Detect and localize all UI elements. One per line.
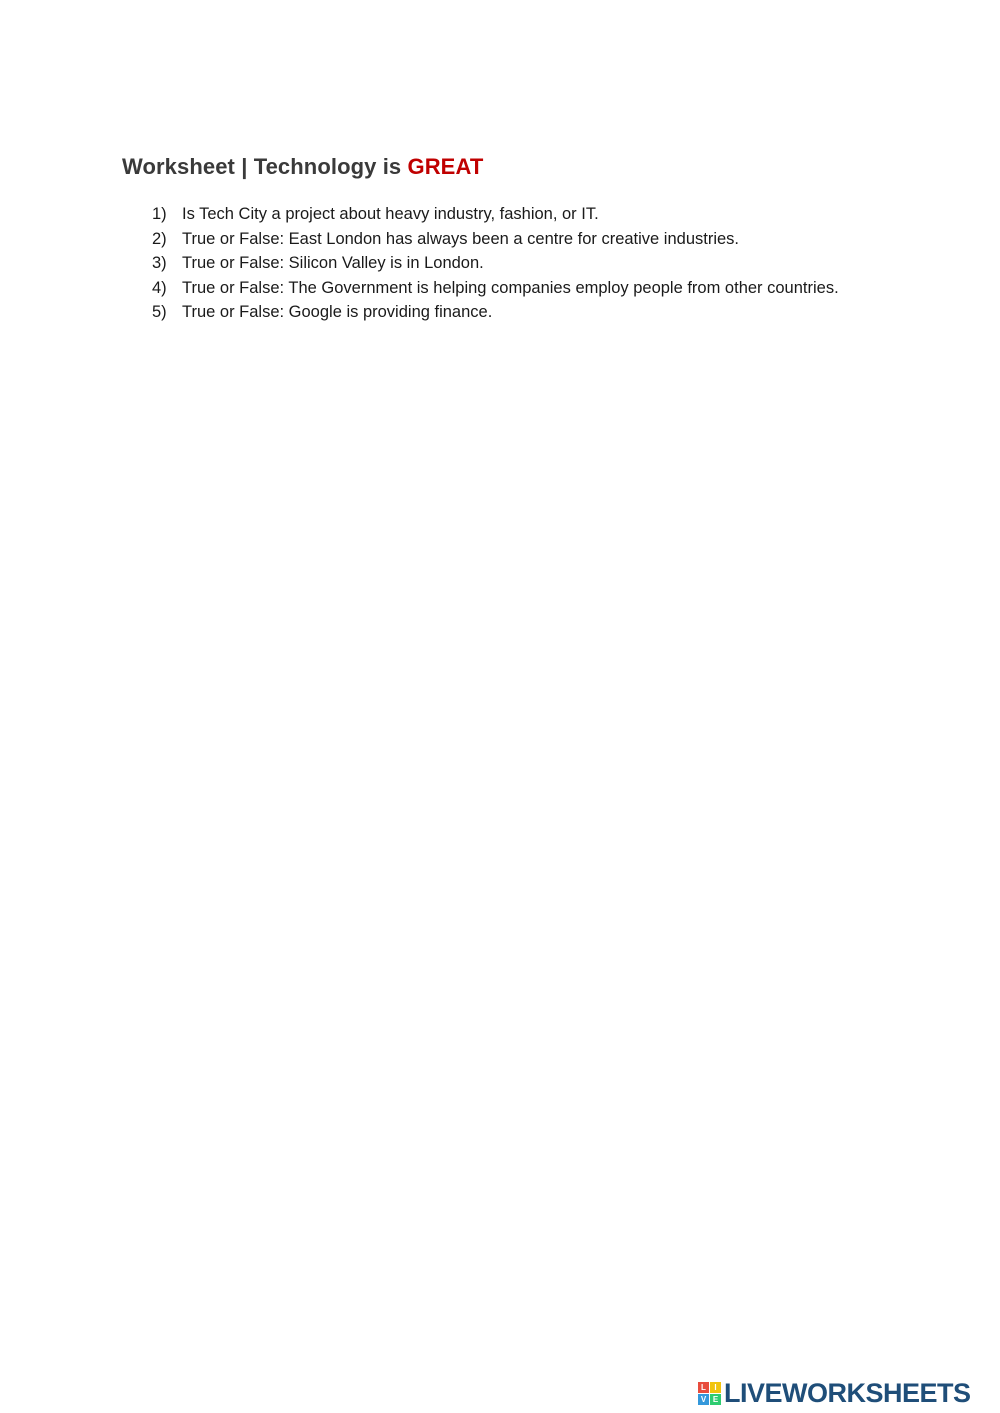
question-item (152, 202, 852, 227)
question-number: 1) (152, 205, 167, 223)
logo-icon-tile: I (710, 1382, 721, 1393)
question-number: 2) (152, 229, 167, 248)
question-item (152, 276, 852, 301)
question-text: True or False: East London has always been a centre for creative industries. (182, 229, 740, 248)
question-item (152, 251, 852, 276)
title-accent: GREAT (407, 154, 484, 179)
title-prefix: Worksheet (122, 154, 235, 179)
question-list (152, 202, 852, 325)
liveworksheets-logo[interactable] (698, 1378, 971, 1408)
question-text: Is Tech City a project about heavy industry, fashion, or IT. (182, 205, 599, 223)
question-number: 4) (152, 278, 167, 297)
question-number: 5) (152, 303, 167, 321)
title-middle: Technology is (253, 154, 402, 179)
logo-icon-tile: E (710, 1394, 721, 1405)
worksheet-title (122, 154, 483, 180)
title-separator: | (241, 154, 248, 179)
question-text: True or False: Google is providing finance. (182, 303, 493, 321)
logo-icon-tile: V (698, 1394, 709, 1405)
logo-icon-tile: L (698, 1382, 709, 1393)
question-number: 3) (152, 254, 167, 272)
logo-icon (698, 1382, 721, 1405)
question-text: True or False: The Government is helping companies employ people from other countries. (182, 278, 839, 297)
question-item (152, 300, 852, 325)
logo-text: LIVEWORKSHEETS (724, 1377, 971, 1408)
question-text: True or False: Silicon Valley is in London. (182, 254, 484, 272)
question-item (152, 227, 852, 252)
